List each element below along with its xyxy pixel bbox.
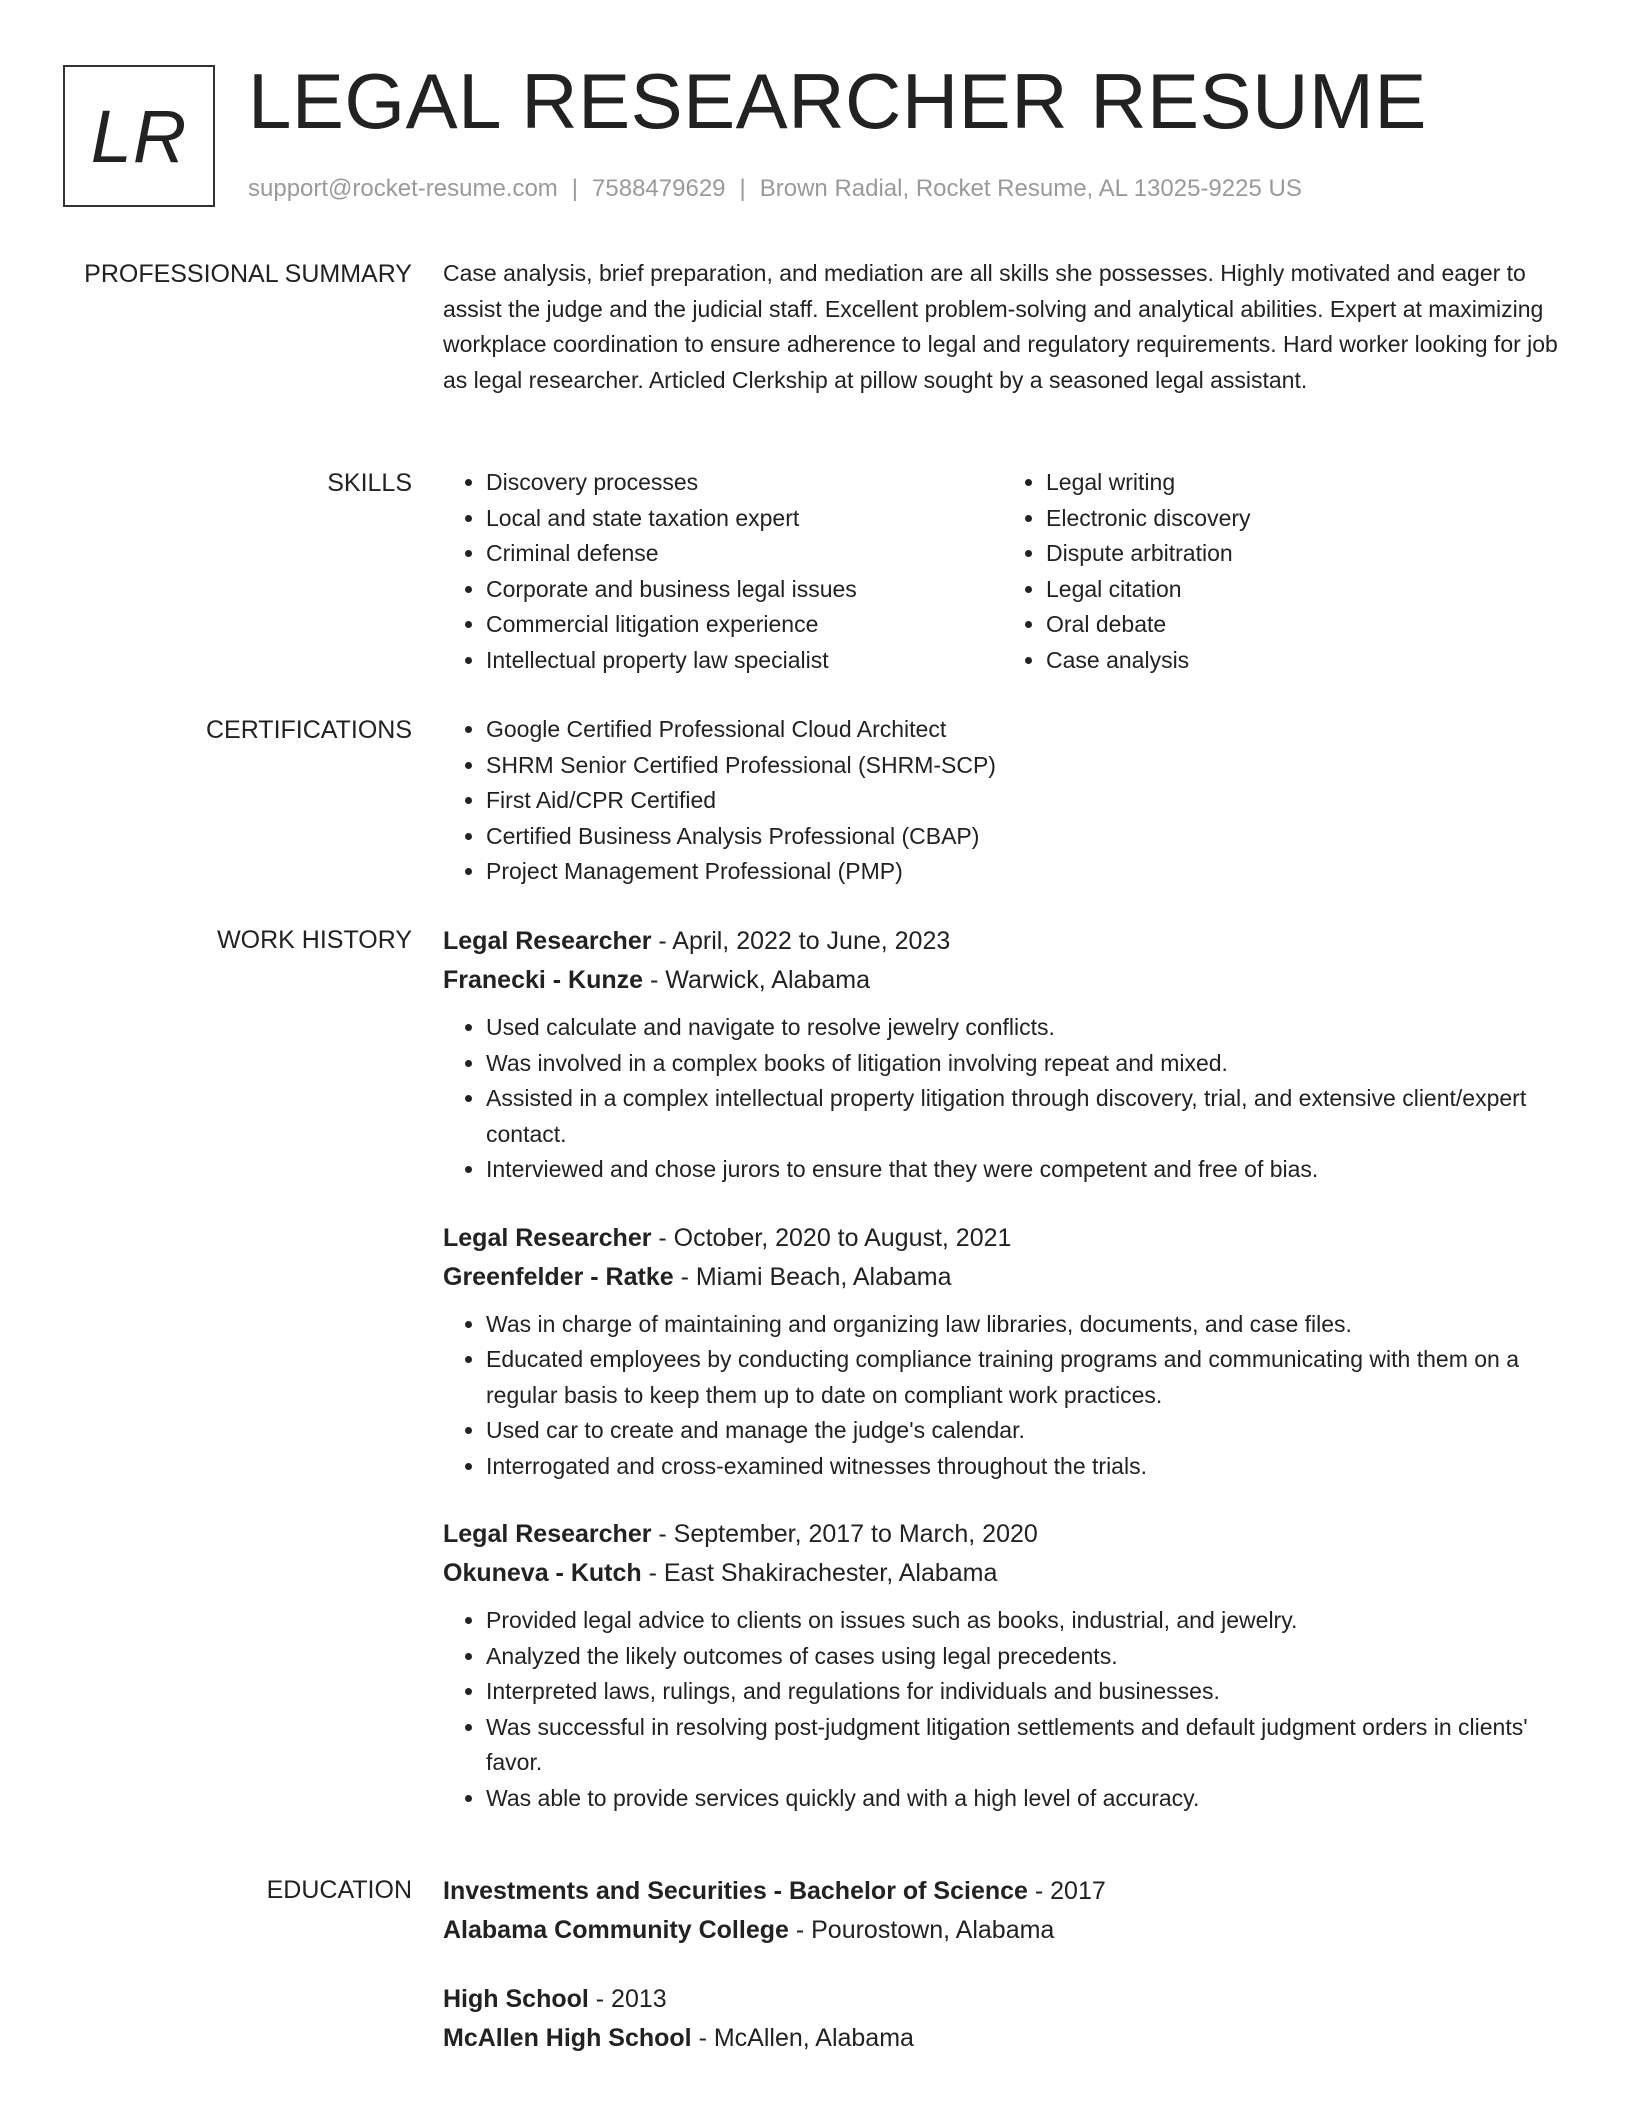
job-entry [443, 922, 1563, 1188]
skill-item: • Legal writing [1046, 465, 1563, 501]
education-degree: Investments and Securities - Bachelor of Science [443, 1877, 1028, 1905]
skill-item: • Discovery processes [486, 465, 1003, 501]
monogram-logo: LR [63, 65, 215, 207]
section-label-summary: PROFESSIONAL SUMMARY [84, 260, 412, 288]
job-title-line [443, 1219, 1563, 1258]
skill-item: • Dispute arbitration [1046, 536, 1563, 572]
certifications-list [443, 712, 1563, 890]
job-title-line [443, 922, 1563, 961]
section-label-certifications: CERTIFICATIONS [205, 716, 412, 744]
skills-grid [443, 465, 1563, 678]
job-bullets [443, 1010, 1563, 1188]
education-location: - McAllen, Alabama [691, 2024, 914, 2052]
skill-item: • Case analysis [1046, 643, 1563, 679]
job-bullet: • Used calculate and navigate to resolve jewelry conflicts. [486, 1010, 1563, 1046]
job-bullet: • Was involved in a complex books of litigation involving repeat and mixed. [486, 1046, 1563, 1082]
job-location: - Miami Beach, Alabama [673, 1262, 952, 1291]
job-company: Greenfelder - Ratke [443, 1262, 674, 1291]
job-company-line [443, 1554, 1563, 1593]
education-year: - 2017 [1027, 1877, 1106, 1905]
job-bullets [443, 1307, 1563, 1485]
job-role: Legal Researcher [443, 927, 652, 955]
contact-separator: | [571, 175, 579, 202]
summary-text: Case analysis, brief preparation, and mediation are all skills she possesses. Highly motivated and eager to assist the judge and the judicial staff. Excellent problem-solving and analytical abilities. Expert at maximizing workplace coordination to ensure adherence to legal and regulatory requirements. Hard worker looking for job as legal researcher. Articled Clerkship at pillow sought by a seasoned legal assistant. [443, 260, 1558, 393]
education-school-line [443, 2019, 1563, 2058]
job-bullet: • Interrogated and cross-examined witnesses throughout the trials. [486, 1449, 1563, 1485]
education-location: - Pourostown, Alabama [788, 1916, 1055, 1944]
section-label-work: WORK HISTORY [217, 926, 412, 954]
job-bullet: • Was able to provide services quickly and with a high level of accuracy. [486, 1781, 1563, 1817]
job-bullet: • Interviewed and chose jurors to ensure that they were competent and free of bias. [486, 1152, 1563, 1188]
job-location: - East Shakirachester, Alabama [641, 1559, 998, 1587]
contact-line [248, 175, 1302, 203]
skill-item: • Commercial litigation experience [486, 607, 1003, 643]
education-school-line [443, 1911, 1563, 1950]
skill-item: • Legal citation [1046, 572, 1563, 608]
job-dates: - October, 2020 to August, 2021 [651, 1223, 1012, 1252]
education-entry [443, 1872, 1563, 1950]
contact-separator: | [739, 175, 746, 202]
certification-item: • First Aid/CPR Certified [486, 783, 1563, 819]
job-location: - Warwick, Alabama [643, 966, 870, 994]
job-bullet: • Was in charge of maintaining and organizing law libraries, documents, and case files. [486, 1307, 1563, 1343]
skill-item: • Intellectual property law specialist [486, 643, 1003, 679]
job-entry [443, 1219, 1563, 1485]
education-school: McAllen High School [443, 2024, 692, 2052]
job-bullet: • Assisted in a complex intellectual property litigation through discovery, trial, and extensive client/expert contact. [486, 1081, 1563, 1152]
resume-title: LEGAL RESEARCHER RESUME [248, 57, 1427, 145]
job-company-line [443, 961, 1563, 1000]
section-label-skills: SKILLS [327, 469, 412, 497]
job-role: Legal Researcher [443, 1223, 652, 1252]
contact-email[interactable]: support@rocket-resume.com [248, 175, 558, 202]
job-bullet: • Was successful in resolving post-judgment litigation settlements and default judgment orders in clients' favor. [486, 1710, 1563, 1781]
job-bullet: • Provided legal advice to clients on issues such as books, industrial, and jewelry. [486, 1603, 1563, 1639]
skill-item: • Local and state taxation expert [486, 501, 1003, 537]
skills-list-left [443, 465, 1003, 678]
education-degree-line [443, 1872, 1563, 1911]
education-year: - 2013 [588, 1985, 667, 2013]
contact-phone[interactable]: 7588479629 [592, 175, 726, 202]
job-entry [443, 1515, 1563, 1816]
section-label-education: EDUCATION [266, 1876, 412, 1904]
job-company: Okuneva - Kutch [443, 1559, 642, 1587]
skills-list-right [1003, 465, 1563, 678]
certification-item: • Certified Business Analysis Professional (CBAP) [486, 819, 1563, 855]
job-bullet: • Educated employees by conducting compliance training programs and communicating with them on a regular basis to keep them up to date on compliant work practices. [486, 1342, 1563, 1413]
job-bullets [443, 1603, 1563, 1816]
job-company: Franecki - Kunze [443, 966, 644, 994]
education-entry [443, 1980, 1563, 2058]
job-bullet: • Used car to create and manage the judge's calendar. [486, 1413, 1563, 1449]
education-degree: High School [443, 1985, 589, 2013]
job-company-line [443, 1258, 1563, 1297]
job-role: Legal Researcher [443, 1520, 652, 1548]
education-school: Alabama Community College [443, 1916, 789, 1944]
certification-item: • Project Management Professional (PMP) [486, 854, 1563, 890]
skill-item: • Criminal defense [486, 536, 1003, 572]
job-dates: - April, 2022 to June, 2023 [651, 927, 951, 955]
skill-item: • Electronic discovery [1046, 501, 1563, 537]
job-title-line [443, 1515, 1563, 1554]
certification-item: • Google Certified Professional Cloud Architect [486, 712, 1563, 748]
certification-item: • SHRM Senior Certified Professional (SHRM-SCP) [486, 748, 1563, 784]
job-bullet: • Analyzed the likely outcomes of cases using legal precedents. [486, 1639, 1563, 1675]
skill-item: • Oral debate [1046, 607, 1563, 643]
resume-header [0, 0, 1632, 230]
job-bullet: • Interpreted laws, rulings, and regulations for individuals and businesses. [486, 1674, 1563, 1710]
contact-address: Brown Radial, Rocket Resume, AL 13025-9225 US [759, 175, 1302, 202]
skill-item: • Corporate and business legal issues [486, 572, 1003, 608]
job-dates: - September, 2017 to March, 2020 [651, 1520, 1038, 1548]
education-degree-line [443, 1980, 1563, 2019]
